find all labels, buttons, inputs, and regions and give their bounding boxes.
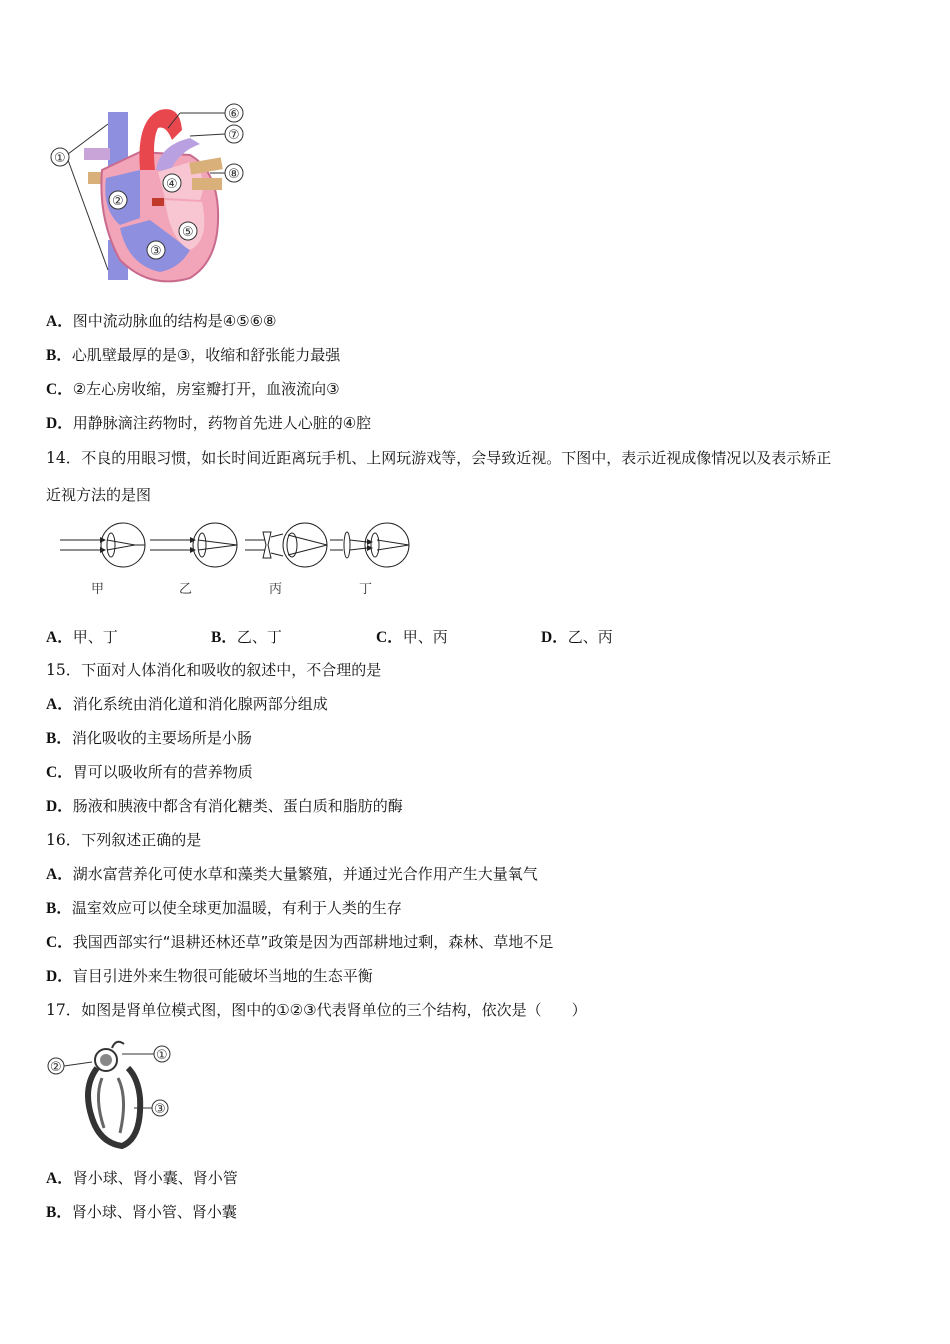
pulmonary-vein-right-2: [192, 178, 222, 190]
svg-text:④: ④: [166, 177, 178, 192]
q17-option-b: B．肾小球、肾小管、肾小囊: [46, 1203, 237, 1221]
eye-jia: [60, 523, 145, 597]
q13-option-b: B．心肌壁最厚的是③，收缩和舒张能力最强: [46, 346, 341, 364]
q14-option-d: D．乙、丙: [541, 628, 613, 646]
q15-option-d: D．肠液和胰液中都含有消化糖类、蛋白质和脂肪的酶: [46, 797, 403, 815]
label-7: [190, 125, 243, 143]
label-2: [109, 191, 127, 209]
nephron-diagram: [42, 1038, 182, 1156]
svg-text:⑦: ⑦: [228, 128, 240, 143]
label-1: [122, 1046, 170, 1063]
q15-option-a: A．消化系统由消化道和消化腺两部分组成: [46, 695, 328, 713]
label-5: [179, 222, 197, 240]
eye-ding: [330, 523, 409, 597]
q14-options: [46, 625, 846, 647]
heart-diagram: [40, 100, 260, 290]
label-2: [48, 1058, 92, 1075]
label-3: [147, 241, 165, 259]
q17-option-a: A．肾小球、肾小囊、肾小管: [46, 1169, 238, 1187]
q16-stem: 16．下列叙述正确的是: [46, 831, 202, 849]
svg-text:①: ①: [54, 151, 66, 166]
svg-text:①: ①: [156, 1048, 168, 1063]
svg-text:乙: 乙: [179, 582, 193, 597]
svg-text:⑤: ⑤: [182, 225, 194, 240]
renal-tubule: [88, 1068, 140, 1146]
q15-option-c: C．胃可以吸收所有的营养物质: [46, 763, 253, 781]
pulmonary-vessel-left: [84, 148, 110, 160]
q16-option-b: B．温室效应可以使全球更加温暖，有利于人类的生存: [46, 899, 402, 917]
svg-text:③: ③: [150, 244, 162, 259]
eye-diagrams: [55, 520, 425, 602]
q14-stem-line2: 近视方法的是图: [46, 486, 152, 504]
svg-text:甲: 甲: [91, 582, 105, 597]
q14-option-c: C．甲、丙: [376, 628, 448, 646]
q14-option-a: A．甲、丁: [46, 628, 118, 646]
q16-option-c: C．我国西部实行“退耕还林还草”政策是因为西部耕地过剩，森林、草地不足: [46, 933, 554, 951]
q15-stem: 15．下面对人体消化和吸收的叙述中，不合理的是: [46, 661, 382, 679]
svg-text:⑧: ⑧: [228, 167, 240, 182]
svg-text:②: ②: [50, 1060, 62, 1075]
valve: [152, 198, 164, 206]
svg-text:②: ②: [112, 194, 124, 209]
q17-stem: 17．如图是肾单位模式图，图中的①②③代表肾单位的三个结构，依次是（ ）: [46, 1001, 587, 1019]
eye-bing: [245, 523, 327, 597]
q13-option-a: A．图中流动脉血的结构是④⑤⑥⑧: [46, 312, 277, 330]
q15-option-b: B．消化吸收的主要场所是小肠: [46, 729, 252, 747]
svg-text:丁: 丁: [359, 582, 373, 597]
q14-option-b: B．乙、丁: [211, 628, 282, 646]
q16-option-d: D．盲目引进外来生物很可能破坏当地的生态平衡: [46, 967, 373, 985]
q14-stem-line1: 14．不良的用眼习惯，如长时间近距离玩手机、上网玩游戏等，会导致近视。下图中，表示近视成像情况以及表示矫正: [46, 449, 832, 467]
eye-yi: [150, 523, 237, 597]
svg-text:⑥: ⑥: [228, 107, 240, 122]
q13-option-d: D．用静脉滴注药物时，药物首先进人心脏的④腔: [46, 414, 372, 432]
q13-option-c: C．②左心房收缩，房室瓣打开，血液流向③: [46, 380, 340, 398]
label-1: [51, 124, 108, 270]
svg-text:丙: 丙: [269, 582, 283, 597]
svg-text:③: ③: [154, 1102, 166, 1117]
q16-option-a: A．湖水富营养化可使水草和藻类大量繁殖，并通过光合作用产生大量氧气: [46, 865, 538, 883]
label-4: [163, 174, 181, 192]
